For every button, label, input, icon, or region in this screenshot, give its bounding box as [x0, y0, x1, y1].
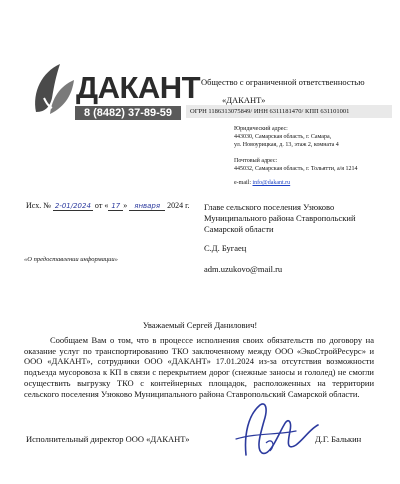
company-phone: 8 (8482) 37-89-59	[75, 106, 181, 120]
outgoing-day: 17	[108, 202, 123, 211]
org-type: Общество с ограниченной ответственностью	[201, 77, 365, 87]
recipient-line-3: Самарской области	[204, 224, 274, 234]
outgoing-mid: »	[123, 201, 128, 210]
postal-address-title: Почтовый адрес:	[234, 158, 278, 164]
letter-body: Сообщаем Вам о том, что в процессе исполнения своих обязательств по договору на оказание услуг по транспортированию ТКО заключенному между ООО «ЭкоСтройРесурс» и ООО «ДАКАНТ», сотрудники ООО «ДАКАНТ» 17.01.2024 из-за отсутствия возможности подъезда мусоровоза к КП в связи с перекрытием дорог (снежные заносы и гололед) не смогли осуществить выгрузку ТКО с контейнерных площадок, расположенных на территории сельского поселения Узюково Муниципального района Ставропольский Самарской области.	[24, 335, 374, 399]
ogrn-line: ОГРН 1186313075849/ ИНН 6311181470/ КПП 631101001	[190, 108, 350, 115]
outgoing-number: 2-01/2024	[54, 202, 91, 210]
company-logo-text: ДАКАНТ	[76, 70, 201, 105]
outgoing-number-row	[26, 201, 189, 210]
signatory-name: Д.Г. Балькин	[315, 434, 362, 444]
recipient-line-2: Муниципального района Ставропольский	[204, 213, 356, 223]
recipient-email: adm.uzukovo@mail.ru	[204, 264, 283, 274]
company-email-row	[234, 180, 290, 186]
org-name: «ДАКАНТ»	[222, 95, 266, 105]
recipient-name: С.Д. Бугаец	[204, 243, 247, 253]
legal-address-line-1: 443030, Самарская область, г. Самара,	[234, 134, 332, 140]
legal-address-title: Юридический адрес:	[234, 126, 288, 132]
signatory-position: Исполнительный директор ООО «ДАКАНТ»	[26, 434, 190, 444]
outgoing-month: января	[129, 202, 165, 211]
company-email-link[interactable]: info@dakant.ru	[252, 180, 291, 186]
company-logo-leaf-icon	[30, 62, 80, 118]
outgoing-year: 2024 г.	[167, 201, 190, 210]
letter-subject: «О предоставлении информации»	[24, 256, 118, 263]
outgoing-from: от «	[94, 201, 109, 210]
handwritten-signature	[226, 395, 321, 465]
greeting: Уважаемый Сергей Данилович!	[142, 320, 258, 330]
email-label: e-mail:	[234, 180, 251, 186]
postal-address-line-1: 445032, Самарская область, г. Тольятти, а/я 1214	[234, 166, 358, 172]
recipient-line-1: Главе сельского поселения Узюково	[204, 202, 335, 212]
outgoing-prefix: Исх. №	[26, 201, 51, 210]
legal-address-line-2: ул. Новоурицкая, д. 13, этаж 2, комната 4	[234, 142, 339, 148]
